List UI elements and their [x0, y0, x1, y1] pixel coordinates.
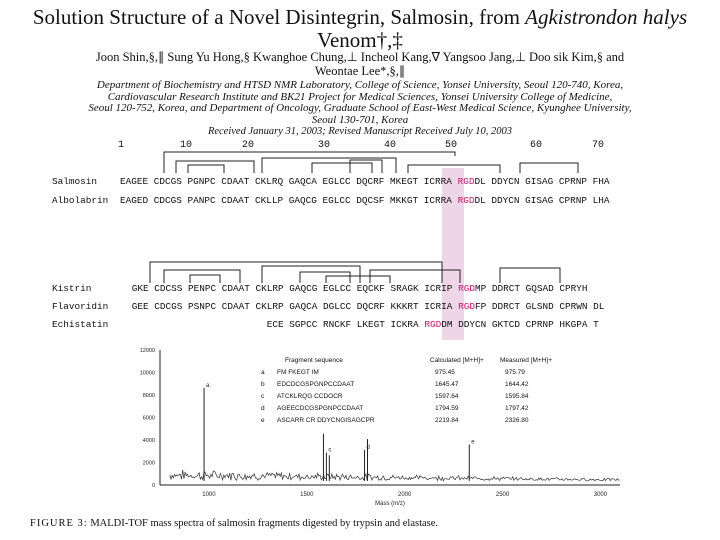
inset-fragment-id: b	[261, 381, 265, 388]
position-marker: 30	[318, 140, 331, 151]
peak-label: e	[471, 439, 475, 446]
figure-caption	[30, 518, 710, 529]
title-species: Agkistrondon halys	[525, 5, 688, 29]
sequence-label-albolabrin: Albolabrin	[52, 195, 109, 206]
rgd-motif: RGD	[458, 283, 475, 294]
inset-measured-mass: 1595.84	[505, 393, 529, 400]
inset-calculated-mass: 2219.84	[435, 417, 459, 424]
y-tick-label: 8000	[142, 393, 155, 399]
sequence-label-salmosin: Salmosin	[52, 176, 98, 187]
inset-fragment-id: e	[261, 417, 265, 424]
sequence-row-albolabrin: EAGED CDCGS PANPC CDAAT CKLLP GAQCG EGLCC DQCSF MKKGT ICRRA RGDDL DDYCN GISAG CPRNP LHA	[120, 195, 610, 206]
position-marker: 20	[242, 140, 255, 151]
y-tick-label: 12000	[139, 348, 155, 354]
inset-calculated-mass: 975.45	[435, 369, 455, 376]
inset-fragment-sequence: ATCKLRQG CCDOCR	[277, 393, 343, 400]
position-marker: 70	[592, 140, 605, 151]
title-main: Solution Structure of a Novel Disintegrin, Salmosin, from	[32, 5, 526, 29]
caption-text: MALDI-TOF mass spectra of salmosin fragments digested by trypsin and elastase.	[87, 518, 439, 529]
inset-calculated-mass: 1794.59	[435, 405, 459, 412]
received-dates: Received January 31, 2003; Revised Manuscript Received July 10, 2003	[207, 126, 513, 137]
position-marker: 40	[384, 140, 397, 151]
rgd-motif: RGD	[457, 195, 475, 206]
rgd-motif: RGD	[457, 176, 475, 187]
affiliation-line: Seoul 120-752, Korea, and Department of Oncology, Graduate School of East-West Medical Science, Kyunghee University,	[88, 102, 632, 114]
peak-label: d	[366, 444, 370, 451]
sequence-row-salmosin: EAGEE CDCGS PGNPC CDAAT CKLRQ GAQCA EGLCC DQCRF MKEGT ICRRA RGDDL DDYCN GISAG CPRNP FHA	[120, 176, 610, 187]
sequence-row-echistatin: ECE SGPCC RNCKF LKEGT ICKRA RGDDM DDYCN GKTCD CPRNP HKGPA T	[98, 319, 599, 330]
inset-header: Fragment sequence	[285, 357, 343, 364]
x-tick-label: 2500	[495, 492, 510, 498]
y-tick-label: 6000	[142, 415, 155, 422]
rgd-motif: RGD	[458, 301, 475, 312]
sequence-row-flavoridin: GEE CDCGS PSNPC CDAAT CKLRP GAQCA DGLCC DQCRF KKKRT ICRIA RGDFP DDRCT GLSND CPRWN DL	[98, 301, 605, 312]
inset-header: Calculated [M+H]+	[430, 357, 484, 364]
x-tick-label: 2000	[398, 492, 412, 498]
position-marker: 10	[180, 140, 193, 151]
y-tick-label: 2000	[142, 460, 155, 467]
inset-fragment-id: d	[261, 405, 265, 412]
x-tick-label: 1000	[202, 492, 216, 498]
sequence-label-kistrin: Kistrin	[52, 283, 92, 294]
sequence-label-echistatin: Echistatin	[52, 319, 109, 330]
peak-label: a	[206, 382, 210, 389]
inset-fragment-id: c	[261, 393, 265, 400]
rgd-motif: RGD	[424, 319, 442, 330]
inset-fragment-sequence: ASCARR CR DDYCNGISAGCPR	[277, 417, 375, 424]
y-tick-label: 0	[151, 483, 155, 489]
position-marker: 1	[118, 140, 125, 151]
inset-calculated-mass: 1597.64	[435, 393, 459, 400]
spectrum-x-label: Mass (m/z)	[375, 501, 405, 507]
inset-fragment-sequence: FM FKEGT IM	[277, 369, 319, 376]
y-tick-label: 10000	[139, 370, 155, 377]
affiliation-line: Cardiovascular Research Institute and BK21 Project for Medical Sciences, Yonsei University College of Medicine,	[107, 90, 613, 103]
sequence-row-kistrin: GKE CDCSS PENPC CDAAT CKLRP GAQCG EGLCC EQCKF SRAGK ICRIP RGDMP DDRCT GQSAD CPRYH	[98, 283, 588, 294]
x-tick-label: 1500	[300, 492, 314, 498]
spectrum-baseline	[170, 470, 620, 481]
inset-measured-mass: 1797.42	[505, 405, 529, 412]
inset-measured-mass: 2326.80	[505, 417, 529, 424]
inset-fragment-id: a	[261, 369, 265, 376]
position-marker: 50	[445, 140, 458, 151]
inset-header: Measured [M+H]+	[500, 357, 553, 364]
inset-calculated-mass: 1645.47	[435, 381, 459, 388]
author-line-1: Joon Shin,§,∥ Sung Yu Hong,§ Kwanghoe Chung,⊥ Incheol Kang,∇ Yangsoo Jang,⊥ Doo sik Kim,§ and	[95, 50, 625, 64]
affiliation-line: Seoul 130-701, Korea	[311, 113, 409, 126]
fragment-table-inset	[255, 355, 565, 433]
position-marker: 60	[530, 140, 543, 151]
figure-label: FIGURE 3:	[30, 518, 88, 529]
title-venom: Venom†,‡	[317, 28, 403, 52]
author-line-2: Weontae Lee*,§,∥	[314, 64, 406, 78]
inset-fragment-sequence: AGEECDCGSPGNPCCDAAT	[277, 405, 364, 412]
inset-fragment-sequence: EDCDCGSPGNPCCDAAT	[277, 381, 355, 388]
x-tick-label: 3000	[593, 492, 608, 498]
sequence-label-flavoridin: Flavoridin	[52, 301, 109, 312]
peak-label: c	[328, 447, 332, 454]
inset-measured-mass: 1644.42	[505, 381, 529, 388]
affiliation-line: Department of Biochemistry and HTSD NMR Laboratory, College of Science, Yonsei University, Seoul 120-740, Korea,	[96, 79, 624, 91]
y-tick-label: 4000	[142, 438, 155, 444]
inset-measured-mass: 975.79	[505, 369, 525, 376]
